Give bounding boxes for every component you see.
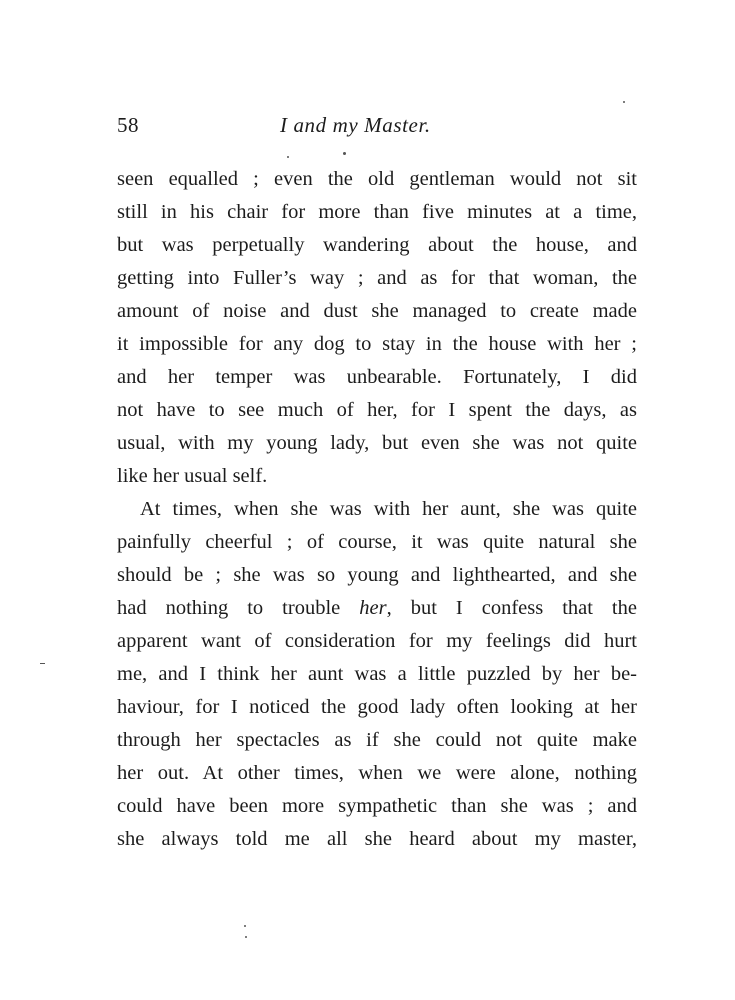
print-speck [40,663,45,664]
text-line: At times, when she was with her aunt, she was quite [140,498,637,520]
text-line: seen equalled ; even the old gentleman would not sit [117,168,637,190]
emphasis: her [359,597,387,619]
text-line: had nothing to trouble her, but I confess that the [117,597,637,619]
text-line: could have been more sympathetic than she was ; and [117,795,637,817]
text-line: haviour, for I noticed the good lady often looking at her [117,696,637,718]
text-line: her out. At other times, when we were alone, nothing [117,762,637,784]
print-speck [343,152,346,155]
paragraph [117,163,637,493]
text-line: she always told me all she heard about my master, [117,828,637,850]
running-head [117,113,637,143]
text-line: it impossible for any dog to stay in the house with her ; [117,333,637,355]
print-speck [244,925,246,927]
text-line: like her usual self. [117,465,268,487]
text-line: not have to see much of her, for I spent the days, as [117,399,637,421]
text-line: getting into Fuller’s way ; and as for that woman, the [117,267,637,289]
text-line: and her temper was unbearable. Fortunately, I did [117,366,637,388]
page-number: 58 [117,113,139,137]
body-text [117,163,637,856]
text-line: me, and I think her aunt was a little puzzled by her be- [117,663,637,685]
text-line: painfully cheerful ; of course, it was quite natural she [117,531,637,553]
paragraph [117,493,637,856]
print-speck [245,936,247,938]
running-title: I and my Master. [280,113,431,137]
print-speck [287,156,289,158]
text-line: still in his chair for more than five minutes at a time, [117,201,637,223]
text-line: should be ; she was so young and lighthearted, and she [117,564,637,586]
print-speck [623,101,625,103]
text-line: through her spectacles as if she could not quite make [117,729,637,751]
text-line: but was perpetually wandering about the house, and [117,234,637,256]
text-line: apparent want of consideration for my feelings did hurt [117,630,637,652]
text-line: usual, with my young lady, but even she was not quite [117,432,637,454]
text-line: amount of noise and dust she managed to create made [117,300,637,322]
